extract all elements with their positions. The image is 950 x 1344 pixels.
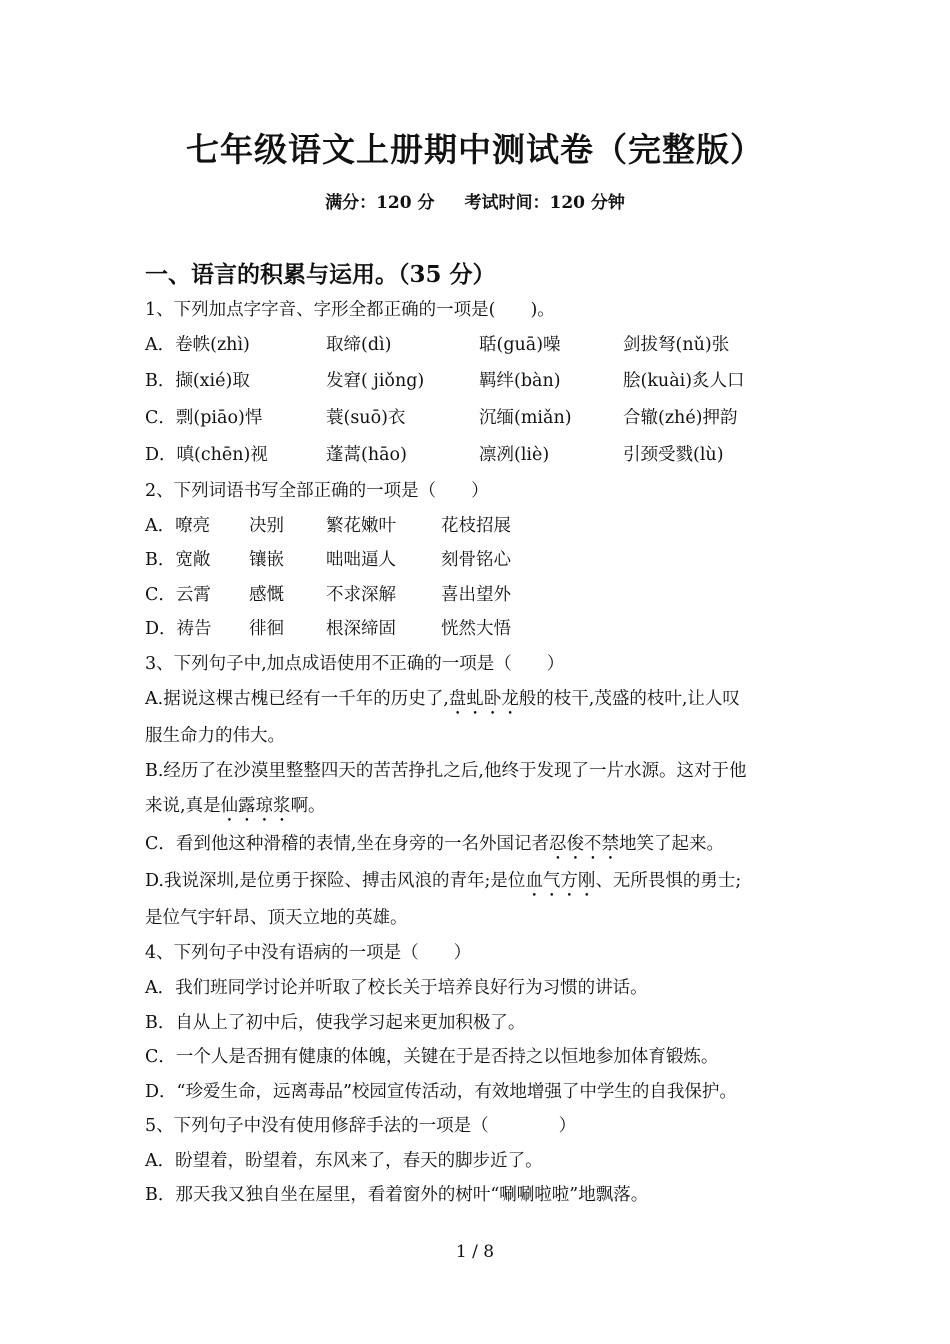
q2-option-a-word-4: 花枝招展 xyxy=(441,516,511,536)
q1-option-b-word-1: B．撷(xié)取 xyxy=(145,371,250,391)
exam-time: 考试时间：120 分钟 xyxy=(464,193,625,213)
q2-option-c-word-1: C．云霄 xyxy=(145,585,211,605)
q3-option-c-line xyxy=(145,832,724,864)
full-score: 满分：120 分 xyxy=(325,193,435,213)
q4-option-c: C．一个人是否拥有健康的体魄，关键在于是否持之以恒地参加体育锻炼。 xyxy=(145,1047,719,1067)
q1-option-c-word-4: 合辙(zhé)押韵 xyxy=(623,408,738,428)
q3-stem: 3、下列句子中,加点成语使用不正确的一项是（ ） xyxy=(145,654,565,674)
q3-option-d-text-2: 、无所畏惧的勇士; xyxy=(595,871,742,891)
q3-option-c-idiom: 忍俊不禁 xyxy=(548,834,619,854)
q2-option-b-word-3: 咄咄逼人 xyxy=(326,550,396,570)
q3-option-b-idiom: 仙露琼浆 xyxy=(220,796,291,816)
q1-option-b-word-4: 脍(kuài)炙人口 xyxy=(623,371,745,391)
q2-option-d-word-4: 恍然大悟 xyxy=(441,619,511,639)
q3-option-b-text-2: 啊。 xyxy=(290,796,326,816)
q1-option-d-word-3: 凛冽(liè) xyxy=(479,445,550,465)
q1-option-c-word-2: 蓑(suō)衣 xyxy=(326,408,406,428)
q2-option-d-word-3: 根深缔固 xyxy=(326,619,396,639)
q2-option-b-word-4: 刻骨铭心 xyxy=(441,550,511,570)
q1-option-b-word-3: 羁绊(bàn) xyxy=(479,371,561,391)
q1-option-b-word-2: 发窘( jiǒng) xyxy=(326,371,425,391)
q4-stem: 4、下列句子中没有语病的一项是（ ） xyxy=(145,943,472,963)
q2-option-c-word-3: 不求深解 xyxy=(326,585,396,605)
q3-option-b-text-1: 来说,真是 xyxy=(145,796,221,816)
q3-option-a-line-2: 服生命力的伟大。 xyxy=(145,726,285,746)
q1-option-d-word-1: D．嗔(chēn)视 xyxy=(145,445,268,465)
q3-option-a-line-1 xyxy=(145,687,740,719)
q3-option-c-text-2: 地笑了起来。 xyxy=(618,834,724,854)
q4-option-a: A．我们班同学讨论并听取了校长关于培养良好行为习惯的讲话。 xyxy=(145,978,648,998)
q4-option-b: B．自从上了初中后，使我学习起来更加积极了。 xyxy=(145,1013,526,1033)
q3-option-d-line-2: 是位气宇轩昂、顶天立地的英雄。 xyxy=(145,908,408,928)
q2-option-d-word-1: D．祷告 xyxy=(145,619,212,639)
q3-option-d-idiom: 血气方刚 xyxy=(525,871,596,891)
q3-option-a-idiom: 盘虬卧龙 xyxy=(448,689,519,709)
q3-option-b-line-1: B.经历了在沙漠里整整四天的苦苦挣扎之后,他终于发现了一片水源。这对于他 xyxy=(145,761,747,781)
page-title: 七年级语文上册期中测试卷（完整版） xyxy=(186,130,764,169)
q1-option-d-word-2: 蓬蒿(hāo) xyxy=(326,445,407,465)
q1-option-a-word-2: 取缔(dì) xyxy=(326,335,392,355)
q3-option-b-line-2 xyxy=(145,794,326,826)
q1-option-c-word-3: 沉缅(miǎn) xyxy=(479,408,572,428)
q1-option-a-word-3: 聒(guā)噪 xyxy=(479,335,561,355)
page-number: 1 / 8 xyxy=(455,1242,495,1262)
q3-option-a-text-2: 般的枝干,茂盛的枝叶,让人叹 xyxy=(518,689,740,709)
q2-option-a-word-2: 决别 xyxy=(249,516,284,536)
q1-stem: 1、下列加点字字音、字形全都正确的一项是( )。 xyxy=(145,300,555,320)
q2-option-b-word-2: 镶嵌 xyxy=(249,550,284,570)
q3-option-a-text-1: A.据说这棵古槐已经有一千年的历史了, xyxy=(145,689,449,709)
q3-option-d-line-1 xyxy=(145,869,741,901)
q2-stem: 2、下列词语书写全部正确的一项是（ ） xyxy=(145,481,489,501)
q3-option-d-text-1: D.我说深圳,是位勇于探险、搏击风浪的青年;是位 xyxy=(145,871,526,891)
q1-option-a-word-4: 剑拔弩(nǔ)张 xyxy=(623,335,730,355)
q1-option-c-word-1: C．剽(piāo)悍 xyxy=(145,408,263,428)
exam-info xyxy=(0,188,950,213)
q5-option-a: A．盼望着，盼望着，东风来了，春天的脚步近了。 xyxy=(145,1151,543,1171)
q1-option-a-word-1: A．卷帙(zhì) xyxy=(145,335,250,355)
q2-option-a-word-3: 繁花嫩叶 xyxy=(326,516,396,536)
q2-option-a-word-1: A．嘹亮 xyxy=(145,516,211,536)
q5-option-b: B．那天我又独自坐在屋里，看着窗外的树叶“唰唰啦啦”地飘落。 xyxy=(145,1185,649,1205)
q4-option-d: D．“珍爱生命，远离毒品”校园宣传活动，有效地增强了中学生的自我保护。 xyxy=(145,1082,737,1102)
q2-option-c-word-4: 喜出望外 xyxy=(441,585,511,605)
q2-option-d-word-2: 徘徊 xyxy=(249,619,284,639)
q5-stem: 5、下列句子中没有使用修辞手法的一项是（ ） xyxy=(145,1116,577,1136)
q2-option-b-word-1: B．宽敞 xyxy=(145,550,211,570)
q2-option-c-word-2: 感慨 xyxy=(249,585,284,605)
q1-option-d-word-4: 引颈受戮(lù) xyxy=(623,445,724,465)
section-1-title: 一、语言的积累与运用。（35 分） xyxy=(145,261,496,288)
q3-option-c-text-1: C．看到他这种滑稽的表情,坐在身旁的一名外国记者 xyxy=(145,834,549,854)
